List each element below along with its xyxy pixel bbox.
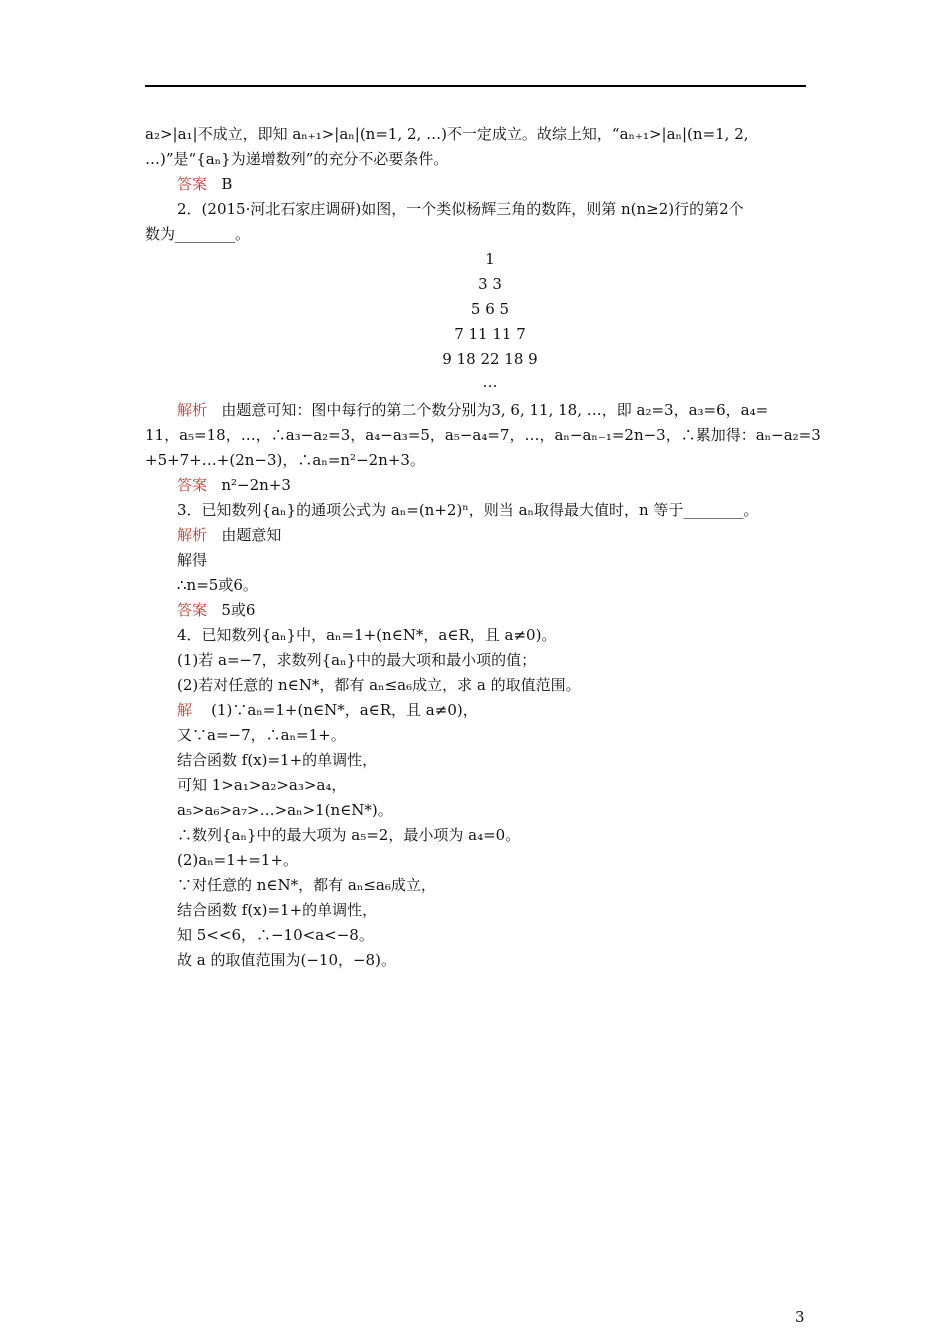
- text-line: 可知 1>a₁>a₂>a₃>a₄，: [177, 776, 347, 794]
- answer-label: 答案: [177, 175, 208, 193]
- text-line: 结合函数 f(x)=1+的单调性，: [177, 751, 378, 769]
- header-rule: [145, 85, 806, 87]
- text-line: (2)aₙ=1+=1+。: [177, 851, 299, 869]
- text-line: 数为________。: [145, 225, 251, 243]
- answer-line: [177, 174, 232, 194]
- answer-line: [177, 475, 291, 495]
- analysis-label: 解析: [177, 401, 208, 419]
- question-4: 4．已知数列{aₙ}中，aₙ=1+(n∈N*，a∈R，且 a≠0)。: [177, 626, 557, 644]
- text-line: (2)若对任意的 n∈N*，都有 aₙ≤a₆成立，求 a 的取值范围。: [177, 676, 581, 694]
- text-line: a₂>|a₁|不成立，即知 aₙ₊₁>|aₙ|(n=1, 2, …)不一定成立。故综上知，“aₙ₊₁>|aₙ|(n=1, 2,: [145, 125, 749, 143]
- answer-label: 答案: [177, 476, 208, 494]
- analysis-line: [177, 525, 281, 545]
- analysis-text: 由题意知: [221, 526, 282, 544]
- page-number: 3: [795, 1308, 805, 1326]
- analysis-label: 解析: [177, 526, 208, 544]
- answer-value: 5或6: [221, 601, 256, 619]
- question-3: 3．已知数列{aₙ}的通项公式为 aₙ=(n+2)ⁿ，则当 aₙ取得最大值时，n 等于________。: [177, 501, 759, 519]
- text-line: ∵对任意的 n∈N*，都有 aₙ≤a₆成立，: [177, 876, 436, 894]
- text-line: 知 5<<6，∴−10<a<−8。: [177, 926, 374, 944]
- triangle-row: 9 18 22 18 9: [442, 350, 538, 368]
- analysis-text: 由题意可知：图中每行的第二个数分别为3, 6, 11, 18, …，即 a₂=3，a₃=6，a₄=: [221, 401, 769, 419]
- text-line: …)”是“{aₙ}为递增数列”的充分不必要条件。: [145, 150, 449, 168]
- answer-value: n²−2n+3: [221, 476, 291, 494]
- solution-line: [177, 700, 478, 720]
- text-line: 结合函数 f(x)=1+的单调性，: [177, 901, 378, 919]
- text-line: 又∵a=−7，∴aₙ=1+。: [177, 726, 346, 744]
- question-2: 2．(2015·河北石家庄调研)如图，一个类似杨辉三角的数阵，则第 n(n≥2)行的第2个: [177, 200, 744, 218]
- triangle-row: 1: [485, 250, 495, 268]
- text-line: +5+7+…+(2n−3)，∴aₙ=n²−2n+3。: [145, 451, 425, 469]
- solution-text: (1)∵aₙ=1+(n∈N*，a∈R，且 a≠0)，: [211, 701, 478, 719]
- text-line: a₅>a₆>a₇>…>aₙ>1(n∈N*)。: [177, 801, 393, 819]
- text-line: ∴n=5或6。: [177, 576, 258, 594]
- answer-label: 答案: [177, 601, 208, 619]
- triangle-row: …: [482, 373, 498, 391]
- triangle-row: 7 11 11 7: [454, 325, 526, 343]
- analysis-line: [177, 400, 768, 420]
- text-line: ∴数列{aₙ}中的最大项为 a₅=2，最小项为 a₄=0。: [177, 826, 521, 844]
- text-line: (1)若 a=−7，求数列{aₙ}中的最大项和最小项的值；: [177, 651, 537, 669]
- text-line: 解得: [177, 551, 208, 569]
- text-line: 11，a₅=18，…，∴a₃−a₂=3，a₄−a₃=5，a₅−a₄=7，…，aₙ−aₙ₋₁=2n−3，∴累加得：aₙ−a₂=3: [145, 426, 821, 444]
- answer-value: B: [221, 175, 233, 193]
- triangle-row: 3 3: [478, 275, 502, 293]
- text-line: 故 a 的取值范围为(−10，−8)。: [177, 951, 396, 969]
- triangle-row: 5 6 5: [470, 300, 510, 318]
- solution-label: 解: [177, 701, 193, 719]
- answer-line: [177, 600, 255, 620]
